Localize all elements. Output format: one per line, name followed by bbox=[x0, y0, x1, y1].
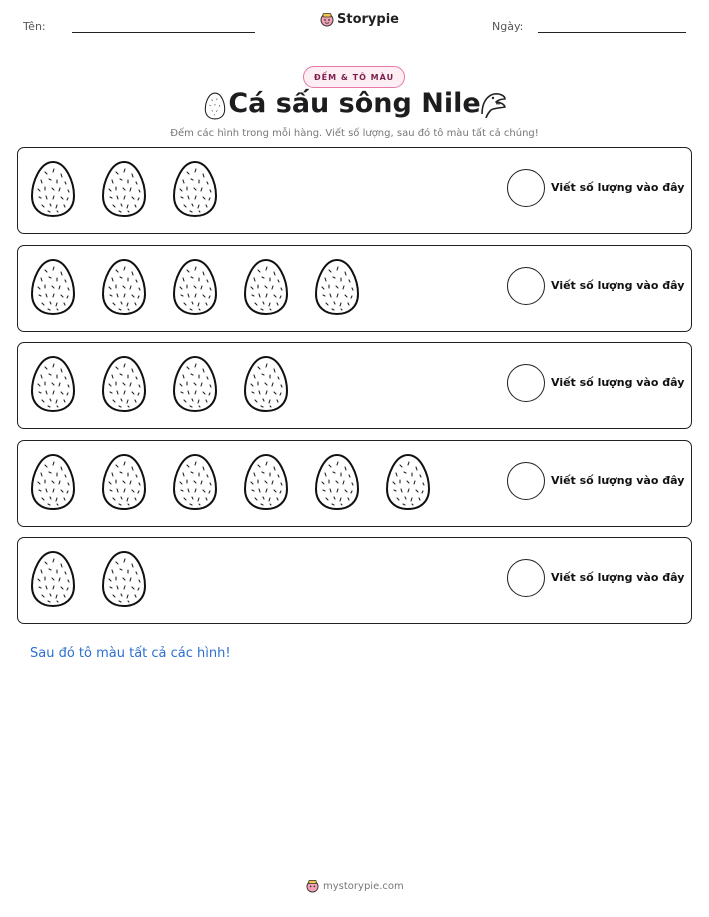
name-label: Tên: bbox=[23, 20, 46, 33]
egg-icon bbox=[385, 453, 431, 511]
counting-row bbox=[17, 245, 692, 332]
page-title: Cá sấu sông Nile bbox=[228, 88, 481, 119]
answer-prompt: Viết số lượng vào đây bbox=[551, 571, 685, 584]
egg-icon bbox=[101, 355, 147, 413]
name-line[interactable] bbox=[72, 32, 255, 33]
site-footer bbox=[306, 879, 404, 893]
date-label: Ngày: bbox=[492, 20, 524, 33]
egg-icon bbox=[314, 453, 360, 511]
answer-prompt: Viết số lượng vào đây bbox=[551, 279, 685, 292]
answer-circle[interactable] bbox=[507, 364, 545, 402]
egg-icon bbox=[172, 258, 218, 316]
answer-prompt: Viết số lượng vào đây bbox=[551, 376, 685, 389]
instructions: Đếm các hình trong mỗi hàng. Viết số lượng, sau đó tô màu tất cả chúng! bbox=[170, 128, 539, 139]
egg-icon bbox=[101, 258, 147, 316]
answer-circle[interactable] bbox=[507, 559, 545, 597]
counting-row bbox=[17, 440, 692, 527]
counting-row bbox=[17, 147, 692, 234]
egg-icon bbox=[172, 453, 218, 511]
storypie-logo-icon bbox=[306, 879, 319, 893]
counting-row bbox=[17, 537, 692, 624]
worksheet-tag: ĐẾM & TÔ MÀU bbox=[303, 66, 405, 88]
egg-icon bbox=[101, 550, 147, 608]
egg-icon bbox=[243, 453, 289, 511]
answer-circle[interactable] bbox=[507, 267, 545, 305]
counting-row bbox=[17, 342, 692, 429]
footer-note: Sau đó tô màu tất cả các hình! bbox=[30, 646, 231, 661]
egg-icon bbox=[30, 550, 76, 608]
answer-circle[interactable] bbox=[507, 169, 545, 207]
egg-icon bbox=[30, 453, 76, 511]
site-url[interactable]: mystorypie.com bbox=[323, 880, 404, 892]
egg-icon bbox=[101, 453, 147, 511]
answer-prompt: Viết số lượng vào đây bbox=[551, 181, 685, 194]
date-line[interactable] bbox=[538, 32, 686, 33]
brand bbox=[320, 12, 399, 27]
answer-prompt: Viết số lượng vào đây bbox=[551, 474, 685, 487]
egg-icon bbox=[172, 160, 218, 218]
egg-icon bbox=[30, 258, 76, 316]
egg-icon bbox=[30, 160, 76, 218]
crocodile-head-icon bbox=[478, 90, 508, 120]
brand-name: Storypie bbox=[337, 12, 399, 27]
egg-icon bbox=[101, 160, 147, 218]
answer-circle[interactable] bbox=[507, 462, 545, 500]
storypie-logo-icon bbox=[320, 12, 334, 27]
egg-icon bbox=[243, 258, 289, 316]
egg-icon bbox=[243, 355, 289, 413]
egg-icon bbox=[30, 355, 76, 413]
egg-icon bbox=[172, 355, 218, 413]
egg-icon bbox=[314, 258, 360, 316]
